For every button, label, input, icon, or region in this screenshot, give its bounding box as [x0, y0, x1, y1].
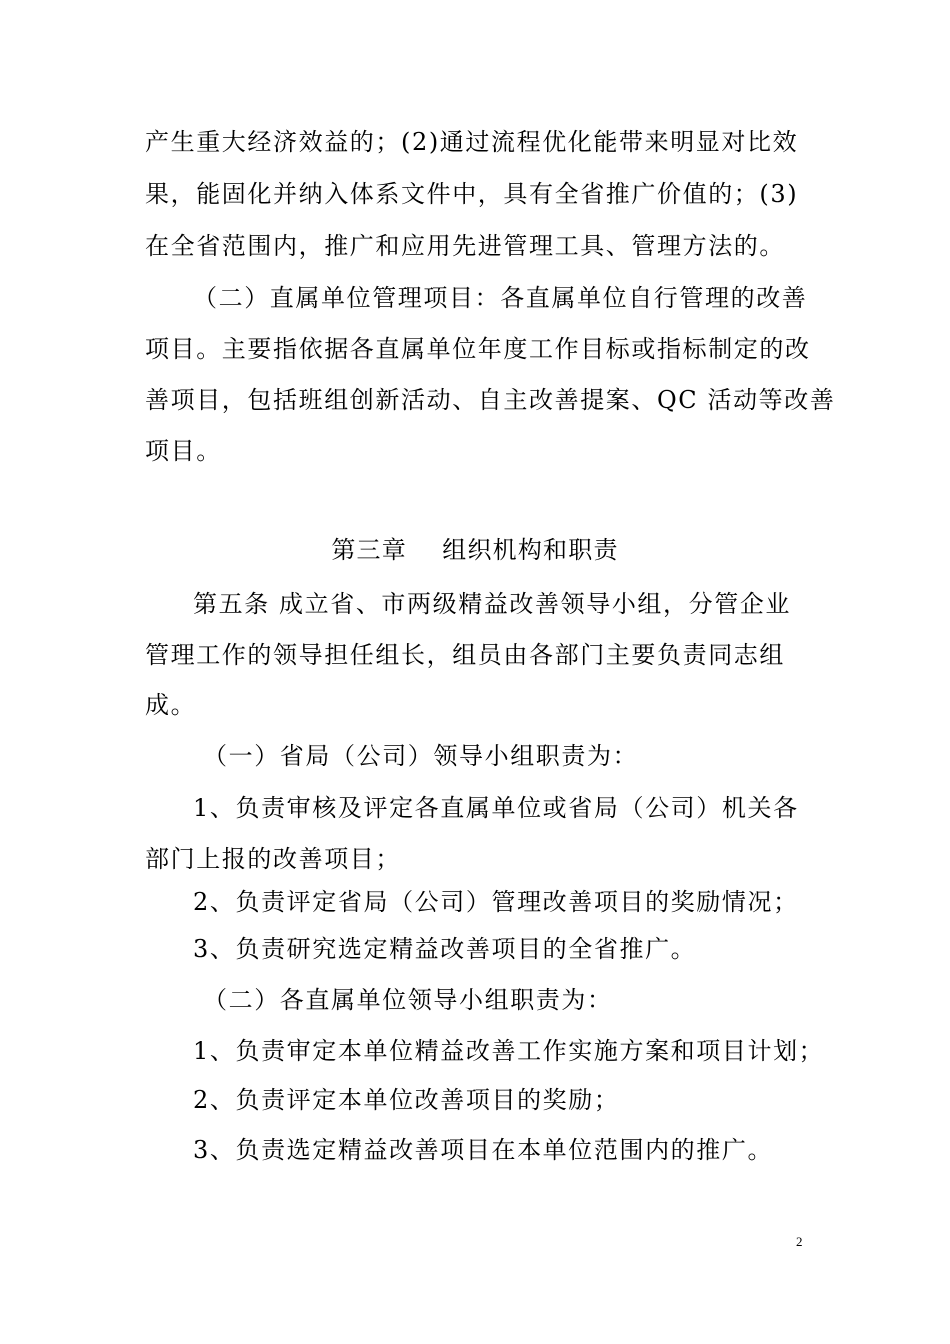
- paragraph-line: 在全省范围内，推广和应用先进管理工具、管理方法的。: [145, 232, 785, 260]
- section-heading: （二）各直属单位领导小组职责为：: [203, 986, 613, 1014]
- article-line: 管理工作的领导担任组长，组员由各部门主要负责同志组: [145, 641, 785, 669]
- list-item: 部门上报的改善项目；: [145, 845, 401, 873]
- list-item: 2、负责评定本单位改善项目的奖励；: [193, 1086, 620, 1114]
- paragraph-line: （二）直属单位管理项目：各直属单位自行管理的改善: [193, 284, 808, 312]
- list-item: 1、负责审核及评定各直属单位或省局（公司）机关各: [193, 794, 799, 822]
- list-item: 3、负责选定精益改善项目在本单位范围内的推广。: [193, 1136, 774, 1164]
- chapter-title: 第三章 组织机构和职责: [331, 536, 619, 564]
- section-heading: （一）省局（公司）领导小组职责为：: [203, 742, 639, 770]
- list-item: 2、负责评定省局（公司）管理改善项目的奖励情况；: [193, 888, 799, 916]
- article-line: 成。: [145, 691, 197, 719]
- page-number: 2: [796, 1234, 803, 1249]
- paragraph-line: 产生重大经济效益的；(2)通过流程优化能带来明显对比效: [145, 128, 799, 156]
- paragraph-line: 项目。: [145, 437, 222, 465]
- paragraph-line: 项目。主要指依据各直属单位年度工作目标或指标制定的改: [145, 335, 811, 363]
- paragraph-line: 果，能固化并纳入体系文件中，具有全省推广价值的；(3): [145, 180, 799, 208]
- article-line: 第五条 成立省、市两级精益改善领导小组，分管企业: [193, 590, 792, 618]
- paragraph-line: 善项目，包括班组创新活动、自主改善提案、QC 活动等改善: [145, 386, 836, 414]
- list-item: 1、负责审定本单位精益改善工作实施方案和项目计划；: [193, 1037, 825, 1065]
- list-item: 3、负责研究选定精益改善项目的全省推广。: [193, 935, 697, 963]
